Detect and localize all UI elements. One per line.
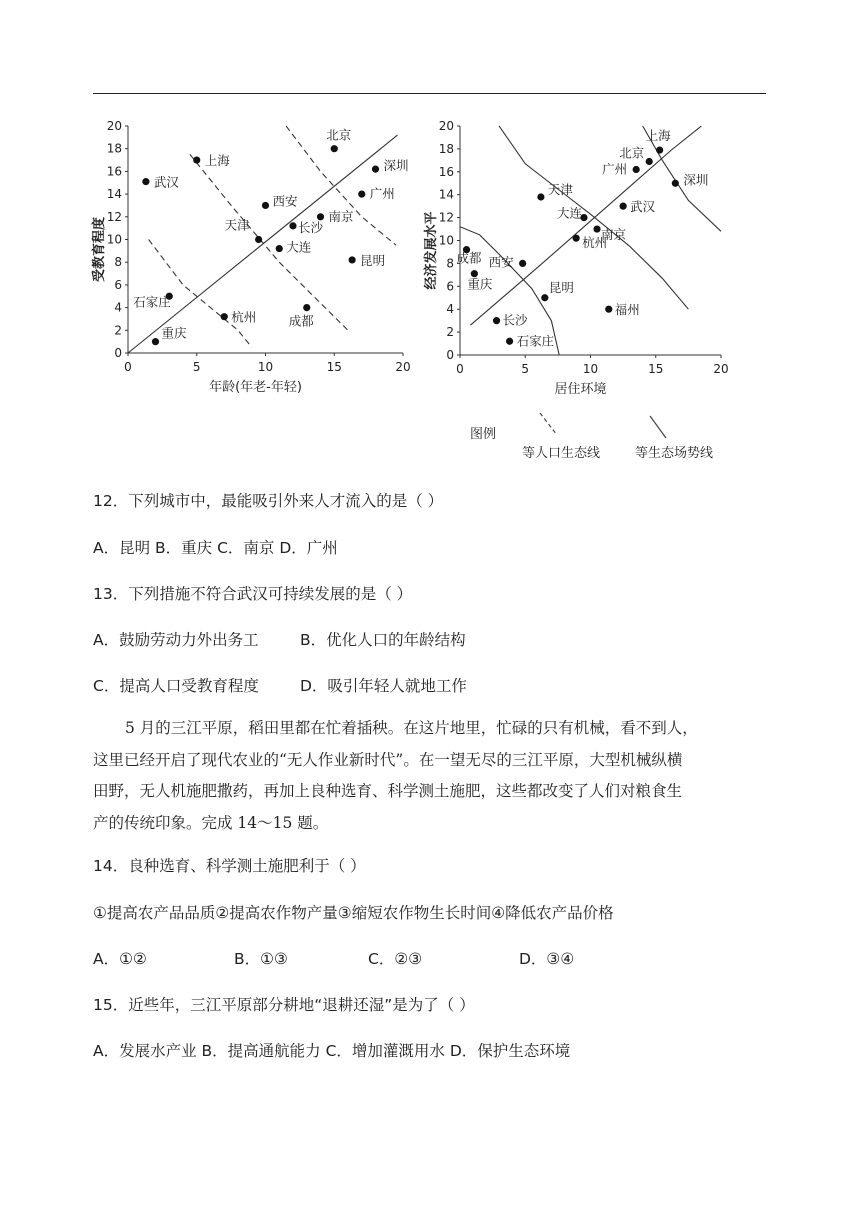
city-label: 福州: [614, 302, 640, 318]
city-point: [221, 313, 228, 320]
city-point: [506, 338, 513, 345]
reading-passage: [93, 713, 769, 839]
x-tick-label: 10: [582, 362, 599, 376]
city-point: [573, 235, 580, 242]
y-tick-label: 4: [446, 302, 454, 317]
y-tick-label: 2: [446, 325, 454, 340]
x-tick-label: 0: [456, 362, 464, 376]
city-point: [358, 191, 365, 198]
q14-option-a: A．①②: [93, 950, 147, 968]
city-point: [541, 294, 548, 301]
city-label: 重庆: [467, 276, 493, 292]
city-label: 广州: [602, 161, 628, 177]
y-tick-label: 6: [446, 279, 454, 294]
city-label: 广州: [369, 186, 395, 202]
chart-age-education: [91, 119, 411, 395]
q14-stem: 14．良种选育、科学测土施肥利于（ ）: [93, 857, 366, 875]
legend-dashed-label: 等人口生态线: [522, 446, 601, 461]
city-point: [656, 146, 663, 153]
y-tick-label: 12: [438, 210, 454, 225]
city-label: 大连: [556, 205, 582, 221]
q14-option-c: C．②③: [368, 950, 423, 968]
city-label: 重庆: [161, 325, 187, 341]
q13-option-d: D．吸引年轻人就地工作: [300, 677, 467, 695]
legend-title: 图例: [470, 427, 497, 442]
city-point: [262, 202, 269, 209]
city-point: [142, 178, 149, 185]
q14-items: ①提高农产品品质②提高农作物产量③缩短农作物生长时间④降低农产品价格: [93, 904, 614, 922]
y-tick-label: 12: [106, 209, 122, 224]
legend: [470, 413, 713, 461]
q15-stem: 15．近些年，三江平原部分耕地“退耕还湿”是为了（ ）: [93, 996, 475, 1014]
city-label: 武汉: [630, 199, 656, 215]
x-axis-label: 年龄(年老-年轻): [209, 380, 302, 395]
passage-line-3: 田野，无人机施肥撒药，再加上良种选育、科学测土施肥，这些都改变了人们对粮食生: [93, 782, 683, 800]
q13-stem: 13．下列措施不符合武汉可持续发展的是（ ）: [93, 585, 413, 603]
y-tick-label: 16: [106, 164, 122, 179]
q13-option-b: B．优化人口的年龄结构: [300, 631, 466, 649]
ecological-field-line: [470, 126, 701, 325]
legend-dashed-sample: [540, 413, 557, 435]
city-point: [593, 225, 600, 232]
x-tick-label: 10: [257, 360, 274, 374]
y-tick-label: 16: [438, 164, 454, 179]
city-label: 西安: [272, 193, 298, 209]
city-label: 上海: [645, 128, 671, 144]
city-point: [276, 245, 283, 252]
city-label: 南京: [328, 208, 354, 224]
y-tick-label: 18: [106, 141, 122, 156]
y-tick-label: 10: [438, 233, 454, 248]
city-label: 天津: [547, 181, 573, 197]
city-label: 深圳: [683, 172, 709, 188]
q15-options: A．发展水产业 B．提高通航能力 C．增加灌溉用水 D．保护生态环境: [93, 1042, 571, 1060]
city-point: [331, 145, 338, 152]
city-label: 北京: [326, 127, 352, 143]
legend-solid-sample: [650, 416, 666, 438]
city-label: 南京: [601, 227, 627, 243]
figure-charts: [92, 112, 755, 472]
y-tick-label: 10: [106, 232, 122, 247]
q14-option-b: B．①③: [234, 950, 288, 968]
city-point: [289, 222, 296, 229]
population-ecology-line: [190, 154, 348, 330]
q12-stem: 12．下列城市中，最能吸引外来人才流入的是（ ）: [93, 492, 444, 510]
y-tick-label: 2: [114, 323, 122, 338]
city-label: 成都: [288, 313, 314, 329]
y-tick-label: 18: [438, 141, 454, 156]
city-point: [620, 203, 627, 210]
city-label: 石家庄: [516, 333, 555, 349]
q13-option-c: C．提高人口受教育程度: [93, 677, 259, 695]
city-point: [193, 156, 200, 163]
x-tick-label: 20: [395, 360, 411, 374]
city-point: [349, 256, 356, 263]
city-point: [537, 193, 544, 200]
y-tick-label: 4: [114, 300, 122, 315]
y-tick-label: 0: [446, 348, 454, 362]
city-label: 石家庄: [133, 294, 171, 310]
y-tick-label: 8: [114, 255, 122, 270]
city-point: [303, 304, 310, 311]
q14-option-d: D．③④: [519, 950, 575, 968]
city-point: [372, 166, 379, 173]
city-point: [646, 158, 653, 165]
passage-line-2: 这里已经开启了现代农业的“无人作业新时代”。在一望无尽的三江平原，大型机械纵横: [93, 750, 683, 769]
y-axis-label: 经济发展水平: [424, 211, 439, 290]
q12-options: A．昆明 B．重庆 C．南京 D．广州: [93, 539, 338, 557]
city-label: 昆明: [360, 252, 386, 268]
y-tick-label: 8: [446, 256, 454, 271]
y-tick-label: 14: [438, 187, 454, 202]
city-label: 杭州: [582, 235, 608, 251]
city-label: 武汉: [153, 174, 179, 190]
passage-line-1: 5 月的三江平原，稻田里都在忙着插秧。在这片地里，忙碌的只有机械，看不到人，: [125, 719, 698, 737]
city-label: 长沙: [298, 219, 324, 235]
x-tick-label: 0: [124, 360, 132, 374]
city-label: 深圳: [383, 158, 409, 174]
chart-environment-economy: [423, 119, 729, 397]
city-point: [255, 236, 262, 243]
header-rule: [93, 93, 766, 94]
y-axis-label: 受教育程度: [92, 216, 107, 283]
y-tick-label: 6: [114, 277, 122, 292]
passage-line-4: 产的传统印象。完成 14～15 题。: [93, 813, 329, 832]
y-tick-label: 0: [114, 346, 122, 360]
charts-svg: [92, 112, 755, 472]
city-label: 长沙: [502, 312, 528, 328]
x-tick-label: 20: [713, 362, 729, 376]
city-label: 天津: [224, 217, 250, 233]
x-tick-label: 5: [521, 362, 530, 376]
legend-solid-label: 等生态场势线: [635, 446, 714, 461]
q13-option-a: A．鼓励劳动力外出务工: [93, 631, 259, 649]
y-tick-label: 14: [106, 187, 122, 202]
city-point: [493, 317, 500, 324]
city-label: 大连: [286, 239, 312, 255]
city-label: 北京: [619, 145, 645, 161]
x-axis-label: 居住环境: [554, 382, 607, 397]
city-label: 杭州: [231, 309, 257, 325]
city-point: [519, 260, 526, 267]
city-point: [672, 180, 679, 187]
y-tick-label: 20: [106, 119, 122, 133]
city-label: 昆明: [548, 279, 574, 295]
city-point: [633, 166, 640, 173]
city-label: 西安: [488, 254, 514, 270]
x-tick-label: 15: [326, 360, 342, 374]
y-tick-label: 20: [438, 119, 454, 133]
city-point: [152, 338, 159, 345]
x-tick-label: 5: [192, 360, 201, 374]
ecological-field-line: [128, 135, 398, 353]
city-label: 上海: [204, 153, 230, 169]
city-label: 成都: [456, 250, 482, 266]
city-point: [605, 306, 612, 313]
x-tick-label: 15: [648, 362, 664, 376]
